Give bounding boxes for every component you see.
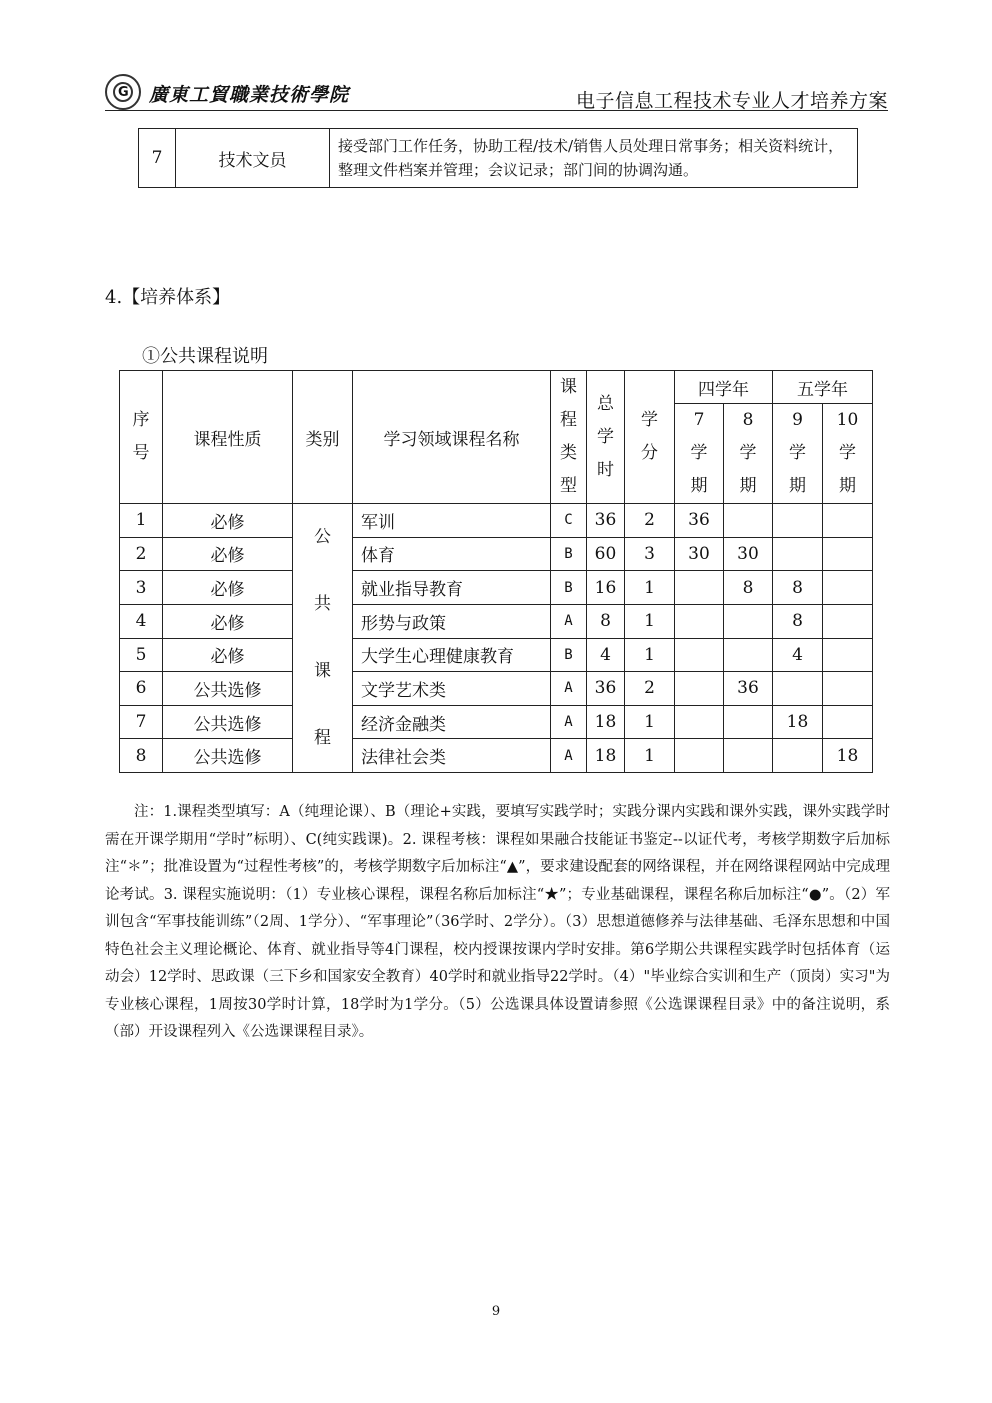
header-char: 9 [792, 410, 803, 430]
cell-type: B [551, 571, 587, 605]
header-char: 7 [693, 410, 705, 430]
cell-course-name: 经济金融类 [353, 705, 551, 739]
cell-hours: 60 [587, 537, 625, 571]
cell-credits: 1 [625, 705, 675, 739]
cell-credits: 2 [625, 672, 675, 706]
job-description: 接受部门工作任务，协助工程/技术/销售人员处理日常事务；相关资料统计，整理文件档案并管理；会议记录；部门间的协调沟通。 [330, 129, 858, 188]
cell-s10 [823, 604, 873, 638]
cell-type: A [551, 604, 587, 638]
cell-nature: 必修 [163, 571, 293, 605]
table-row [120, 705, 873, 739]
cell-nature: 公共选修 [163, 739, 293, 773]
cell-s10 [823, 705, 873, 739]
table-row [120, 672, 873, 706]
cell-seq: 6 [120, 672, 163, 706]
cell-s10 [823, 638, 873, 672]
cell-s9 [773, 672, 823, 706]
cell-hours: 18 [587, 739, 625, 773]
document-title: 电子信息工程技术专业人才培养方案 [575, 90, 888, 112]
header-char: 学 [789, 443, 806, 463]
cell-s9: 8 [773, 604, 823, 638]
cell-credits: 1 [625, 638, 675, 672]
cell-course-name: 就业指导教育 [353, 571, 551, 605]
cell-s7 [675, 672, 724, 706]
header-char: 期 [739, 476, 757, 496]
header-sem9 [773, 404, 823, 504]
note-text: 注：1.课程类型填写：A（纯理论课）、B（理论+实践，要填写实践学时；实践分课内实践和课外实践，课外实践学时需在开课学期用“学时”标明）、C(纯实践课)。2. 课程考核：课程如果融合技能证书鉴定--以证代考，考核学期数字后加标注“＊”；批准设置为“过程性考核”的，考核学期数字后加标注“▲”，要求建设配套的网络课程，并在网络课程网站中完成理论考试。3. 课程实施说明：（1）专业核心课程，课程名称后加标注“★”；专业基础课程，课程名称后加标注“●”。（2）军训包含“军事技能训练”（2周、1学分）、“军事理论”（36学时、2学分）。（3）思想道德修养与法律基础、毛泽东思想和中国特色社会主义理论概论、体育、就业指导等4门课程，校内授课按课内学时安排。第6学期公共课程实践学时包括体育（运动会）12学时、思政课（三下乡和国家安全教育）40学时和就业指导22学时。（4）"毕业综合实训和生产（顶岗）实习"为专业核心课程，1周按30学时计算，18学时为1学分。（5）公选课具体设置请参照《公选课课程目录》中的备注说明，系（部）开设课程列入《公选课课程目录》。 [105, 804, 890, 1040]
category-char: 公 [314, 527, 331, 547]
cell-hours: 36 [587, 504, 625, 538]
header-char: 期 [789, 476, 806, 496]
subsection-heading: ①公共课程说明 [142, 346, 268, 367]
cell-type: A [551, 739, 587, 773]
header-char: 期 [839, 476, 856, 496]
header-nature: 课程性质 [163, 371, 293, 504]
cell-course-name: 体育 [353, 537, 551, 571]
header-char: 课 [560, 377, 577, 397]
cell-hours: 8 [587, 604, 625, 638]
header-total-hours [587, 371, 625, 504]
cell-s8 [724, 604, 773, 638]
header-seq-char: 号 [132, 443, 150, 463]
cell-s9: 4 [773, 638, 823, 672]
cell-s7 [675, 638, 724, 672]
job-title: 技术文员 [176, 129, 330, 188]
cell-seq: 3 [120, 571, 163, 605]
cell-seq: 2 [120, 537, 163, 571]
cell-credits: 3 [625, 537, 675, 571]
cell-type: C [551, 504, 587, 538]
header-char: 学 [597, 426, 614, 447]
cell-hours: 16 [587, 571, 625, 605]
cell-s7 [675, 571, 724, 605]
cell-type: A [551, 705, 587, 739]
cell-credits: 1 [625, 604, 675, 638]
header-char: 程 [560, 410, 577, 430]
table-row [139, 129, 858, 188]
header-char: 期 [690, 476, 708, 496]
cell-hours: 36 [587, 672, 625, 706]
header-course-name: 学习领域课程名称 [353, 371, 551, 504]
page-header [105, 70, 888, 111]
cell-s9: 8 [773, 571, 823, 605]
header-sem10 [823, 404, 873, 504]
section-heading: 4.【培养体系】 [105, 287, 231, 308]
header-course-type [551, 371, 587, 504]
cell-course-name: 形势与政策 [353, 604, 551, 638]
cell-nature: 必修 [163, 504, 293, 538]
table-note [105, 799, 890, 1047]
cell-s7: 30 [675, 537, 724, 571]
cell-category [293, 504, 353, 773]
cell-nature: 公共选修 [163, 672, 293, 706]
header-char: 总 [597, 393, 614, 414]
cell-s10: 18 [823, 739, 873, 773]
cell-s7 [675, 705, 724, 739]
header-char: 类 [560, 443, 577, 463]
header-category: 类别 [293, 371, 353, 504]
course-table [119, 370, 873, 773]
header-sem8 [724, 404, 773, 504]
cell-course-name: 军训 [353, 504, 551, 538]
cell-s8 [724, 705, 773, 739]
cell-s10 [823, 571, 873, 605]
header-char: 10 [836, 410, 859, 430]
header-row [120, 371, 873, 404]
cell-seq: 5 [120, 638, 163, 672]
header-char: 分 [641, 443, 658, 463]
table-row [120, 604, 873, 638]
cell-s8: 30 [724, 537, 773, 571]
category-char: 课 [314, 661, 331, 681]
cell-type: B [551, 638, 587, 672]
cell-s9: 18 [773, 705, 823, 739]
job-table [138, 128, 858, 188]
cell-credits: 1 [625, 571, 675, 605]
cell-credits: 1 [625, 739, 675, 773]
cell-s8: 8 [724, 571, 773, 605]
header-sem7 [675, 404, 724, 504]
cell-nature: 必修 [163, 604, 293, 638]
header-seq [120, 371, 163, 504]
header-seq-char: 序 [132, 410, 150, 430]
cell-s7 [675, 604, 724, 638]
cell-s10 [823, 537, 873, 571]
job-index: 7 [139, 129, 176, 188]
cell-credits: 2 [625, 504, 675, 538]
cell-s9 [773, 739, 823, 773]
category-char: 程 [314, 728, 331, 748]
page-number: 9 [491, 1304, 501, 1319]
cell-s7: 36 [675, 504, 724, 538]
cell-seq: 4 [120, 604, 163, 638]
cell-hours: 18 [587, 705, 625, 739]
cell-type: A [551, 672, 587, 706]
header-char: 学 [690, 443, 708, 463]
cell-s10 [823, 672, 873, 706]
header-char: 型 [560, 476, 577, 496]
cell-hours: 4 [587, 638, 625, 672]
cell-nature: 公共选修 [163, 705, 293, 739]
table-row [120, 571, 873, 605]
cell-course-name: 大学生心理健康教育 [353, 638, 551, 672]
school-logo-icon [105, 74, 141, 110]
table-row [120, 504, 873, 538]
cell-nature: 必修 [163, 638, 293, 672]
table-row [120, 638, 873, 672]
header-char: 学 [739, 443, 757, 463]
header-char: 时 [597, 459, 614, 480]
cell-course-name: 法律社会类 [353, 739, 551, 773]
cell-seq: 7 [120, 705, 163, 739]
cell-s8: 36 [724, 672, 773, 706]
cell-s7 [675, 739, 724, 773]
header-credits [625, 371, 675, 504]
header-char: 学 [641, 410, 658, 430]
header-year5: 五学年 [773, 371, 873, 404]
table-row [120, 739, 873, 773]
cell-course-name: 文学艺术类 [353, 672, 551, 706]
cell-s8 [724, 504, 773, 538]
cell-s9 [773, 504, 823, 538]
header-char: 8 [742, 410, 754, 430]
header-year4: 四学年 [675, 371, 773, 404]
cell-s8 [724, 638, 773, 672]
table-row [120, 537, 873, 571]
cell-seq: 1 [120, 504, 163, 538]
category-char: 共 [314, 594, 331, 614]
cell-nature: 必修 [163, 537, 293, 571]
school-name: 廣東工貿職業技術學院 [149, 84, 350, 106]
cell-s10 [823, 504, 873, 538]
cell-seq: 8 [120, 739, 163, 773]
header-char: 学 [839, 443, 856, 463]
cell-s8 [724, 739, 773, 773]
cell-s9 [773, 537, 823, 571]
cell-type: B [551, 537, 587, 571]
logo-mark: G [118, 85, 129, 100]
